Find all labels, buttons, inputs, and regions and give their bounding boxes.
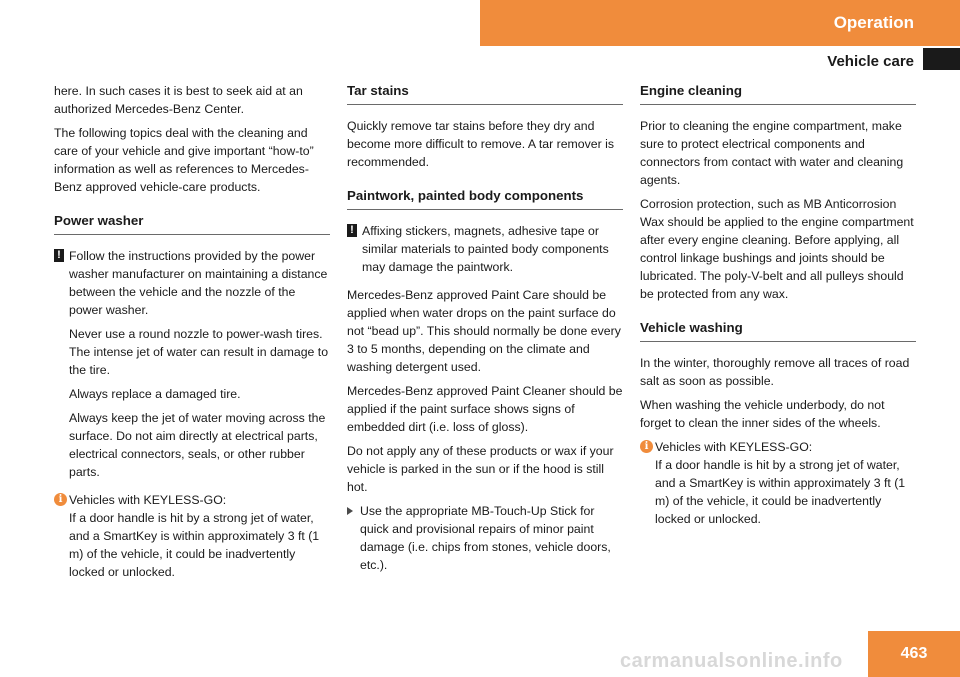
paragraph: Mercedes-Benz approved Paint Care should be applied when water drops on the paint surface do not “bead up”. This should normally be done every 3 to 5 months, depending on the climate and washing detergent used.: [347, 288, 621, 374]
page-number: 463: [868, 631, 960, 677]
section-tab-marker: [923, 48, 960, 70]
warning-text: Always keep the jet of water moving across the surface. Do not aim directly at electrical parts, electrical connectors, seals, or other rubber parts.: [69, 411, 326, 479]
paragraph: Do not apply any of these products or wax if your vehicle is parked in the sun or if the hood is still hot.: [347, 444, 614, 494]
heading-engine-cleaning: Engine cleaning: [640, 82, 916, 105]
column-1: [54, 82, 330, 591]
paragraph: When washing the vehicle underbody, do not forget to clean the inner sides of the wheels.: [640, 398, 885, 430]
warning-note: [347, 222, 623, 276]
instruction-step: [347, 502, 623, 574]
heading-tar-stains: Tar stains: [347, 82, 623, 105]
paragraph: Corrosion protection, such as MB Anticorrosion Wax should be applied to the engine compartment after every engine cleaning. Before applying, all control linkage bushings and joints should be lubricated. The poly-V-belt and all pulleys should be protected from any wax.: [640, 197, 914, 301]
heading-paintwork: Paintwork, painted body components: [347, 187, 623, 210]
warning-icon: !: [347, 224, 357, 237]
column-2: [347, 82, 623, 580]
paragraph: here. In such cases it is best to seek aid at an authorized Mercedes-Benz Center.: [54, 84, 303, 116]
heading-vehicle-washing: Vehicle washing: [640, 319, 916, 342]
info-note: [54, 491, 330, 581]
step-text: Use the appropriate MB-Touch-Up Stick for quick and provisional repairs of minor paint damage (i.e. chips from stones, vehicle doors, etc.).: [360, 504, 611, 572]
heading-power-washer: Power washer: [54, 212, 330, 235]
subsection-title: Vehicle care: [827, 53, 914, 70]
info-title: Vehicles with KEYLESS-GO:: [655, 440, 813, 454]
info-title: Vehicles with KEYLESS-GO:: [69, 493, 227, 507]
warning-note: [54, 247, 330, 481]
info-note: [640, 438, 916, 528]
warning-text: Follow the instructions provided by the power washer manufacturer on maintaining a distance between the vehicle and the nozzle of the power washer.: [69, 249, 328, 317]
info-icon: i: [54, 493, 67, 506]
section-title: Operation: [833, 13, 914, 32]
warning-text: Always replace a damaged tire.: [69, 387, 241, 401]
paragraph: Mercedes-Benz approved Paint Cleaner should be applied if the paint surface shows signs of embedded dirt (i.e. loss of gloss).: [347, 384, 623, 434]
info-icon: i: [640, 440, 653, 453]
watermark: carmanualsonline.info: [620, 650, 843, 672]
info-text: If a door handle is hit by a strong jet of water, and a SmartKey is within approximately 3 ft (1 m) of the vehicle, it could be inadvertently locked or unlocked.: [655, 458, 906, 526]
warning-text: Affixing stickers, magnets, adhesive tape or similar materials to painted body components may damage the paintwork.: [362, 224, 609, 274]
paragraph: Quickly remove tar stains before they dry and become more difficult to remove. A tar remover is recommended.: [347, 119, 614, 169]
paragraph: The following topics deal with the cleaning and care of your vehicle and give important “how-to” information as well as references to Mercedes-Benz approved vehicle-care products.: [54, 126, 314, 194]
section-header: [480, 0, 960, 46]
paragraph: In the winter, thoroughly remove all traces of road salt as soon as possible.: [640, 356, 910, 388]
info-text: If a door handle is hit by a strong jet of water, and a SmartKey is within approximately 3 ft (1 m) of the vehicle, it could be inadvertently locked or unlocked.: [69, 511, 320, 579]
column-3: [640, 82, 916, 538]
warning-icon: !: [54, 249, 64, 262]
warning-text: Never use a round nozzle to power-wash tires. The intense jet of water can result in damage to the tire.: [69, 327, 329, 377]
step-arrow-icon: [347, 507, 353, 515]
paragraph: Prior to cleaning the engine compartment, make sure to protect electrical components and connectors from contact with water and cleaning agents.: [640, 119, 904, 187]
